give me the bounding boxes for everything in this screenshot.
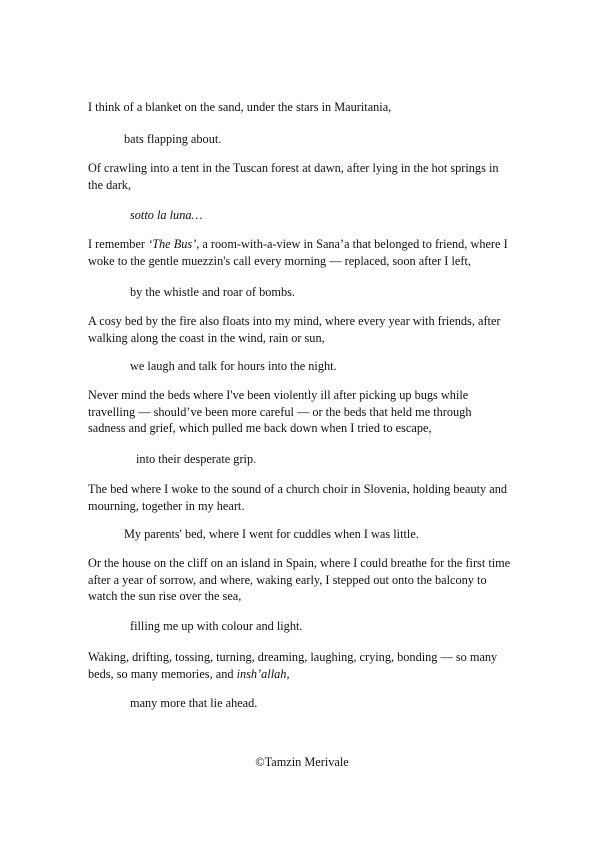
bus-title: ‘The Bus’ [148, 237, 197, 251]
stanza-7-line-2: after a year of sorrow, and where, waking early, I stepped out onto the balcony to [88, 572, 487, 587]
stanza-3-line-1-start: I remember [88, 237, 149, 251]
stanza-3 [88, 236, 528, 269]
stanza-8-line-2 [88, 666, 528, 683]
stanza-8 [88, 649, 528, 682]
stanza-6-line-1: The bed where I woke to the sound of a church choir in Slovenia, holding beauty and [88, 482, 508, 496]
stanza-3-line-2: woke to the gentle muezzin's call every morning — replaced, soon after I left, [88, 253, 471, 268]
indented-line-5-text: into their desperate grip. [136, 452, 257, 466]
inshallah-word: insh’allah [236, 666, 287, 681]
stanza-5 [88, 387, 528, 437]
stanza-1 [88, 99, 528, 116]
indented-line-7 [130, 618, 570, 635]
indented-line-8-text: many more that lie ahead. [130, 696, 258, 710]
signature: ©Tamzin Merivale [255, 755, 349, 769]
indented-line-4-text: we laugh and talk for hours into the night. [130, 359, 337, 373]
stanza-2 [88, 160, 528, 193]
stanza-2-line-1: Of crawling into a tent in the Tuscan forest at dawn, after lying in the hot springs in [88, 161, 499, 175]
stanza-6-line-2: mourning, together in my heart. [88, 498, 245, 513]
stanza-2-line-2: the dark, [88, 177, 132, 192]
stanza-8-line-2-end: , [286, 666, 290, 681]
stanza-8-line-2-start: beds, so many memories, and [88, 666, 237, 681]
stanza-1-line-1: I think of a blanket on the sand, under the stars in Mauritania, [88, 100, 392, 114]
indented-line-2-text: sotto la luna… [130, 208, 203, 222]
indented-line-6 [124, 526, 564, 543]
indented-line-6-text: My parents' bed, where I went for cuddles when I was little. [124, 527, 419, 541]
stanza-5-line-1: Never mind the beds where I've been violently ill after picking up bugs while [88, 388, 469, 402]
stanza-8-line-1: Waking, drifting, tossing, turning, dreaming, laughing, crying, bonding — so many [88, 650, 498, 664]
stanza-5-line-3: sadness and grief, which pulled me back down when I tried to escape, [88, 421, 432, 435]
stanza-4-line-2: walking along the coast in the wind, rain or sun, [88, 330, 325, 345]
indented-line-1 [124, 131, 564, 148]
stanza-5-line-2: travelling — should’ve been more careful — or the beds that held me through [88, 404, 472, 419]
stanza-3-line-1 [88, 236, 528, 253]
stanza-3-line-1-end: , a room-with-a-view in Sana’a that belonged to friend, where I [196, 237, 508, 251]
indented-line-1-text: bats flapping about. [124, 132, 222, 146]
indented-line-3 [130, 284, 570, 301]
stanza-7 [88, 555, 528, 605]
stanza-4-line-1: A cosy bed by the fire also floats into my mind, where every year with friends, after [88, 314, 501, 328]
indented-line-3-text: by the whistle and roar of bombs. [130, 285, 295, 299]
indented-line-2 [130, 207, 570, 224]
stanza-7-line-3: watch the sun rise over the sea, [88, 589, 242, 603]
indented-line-4 [130, 358, 570, 375]
indented-line-8 [130, 695, 570, 712]
stanza-4 [88, 313, 528, 346]
indented-line-5 [136, 451, 576, 468]
indented-line-7-text: filling me up with colour and light. [130, 619, 303, 633]
stanza-6 [88, 481, 528, 514]
stanza-7-line-1: Or the house on the cliff on an island in Spain, where I could breathe for the first time [88, 556, 511, 570]
